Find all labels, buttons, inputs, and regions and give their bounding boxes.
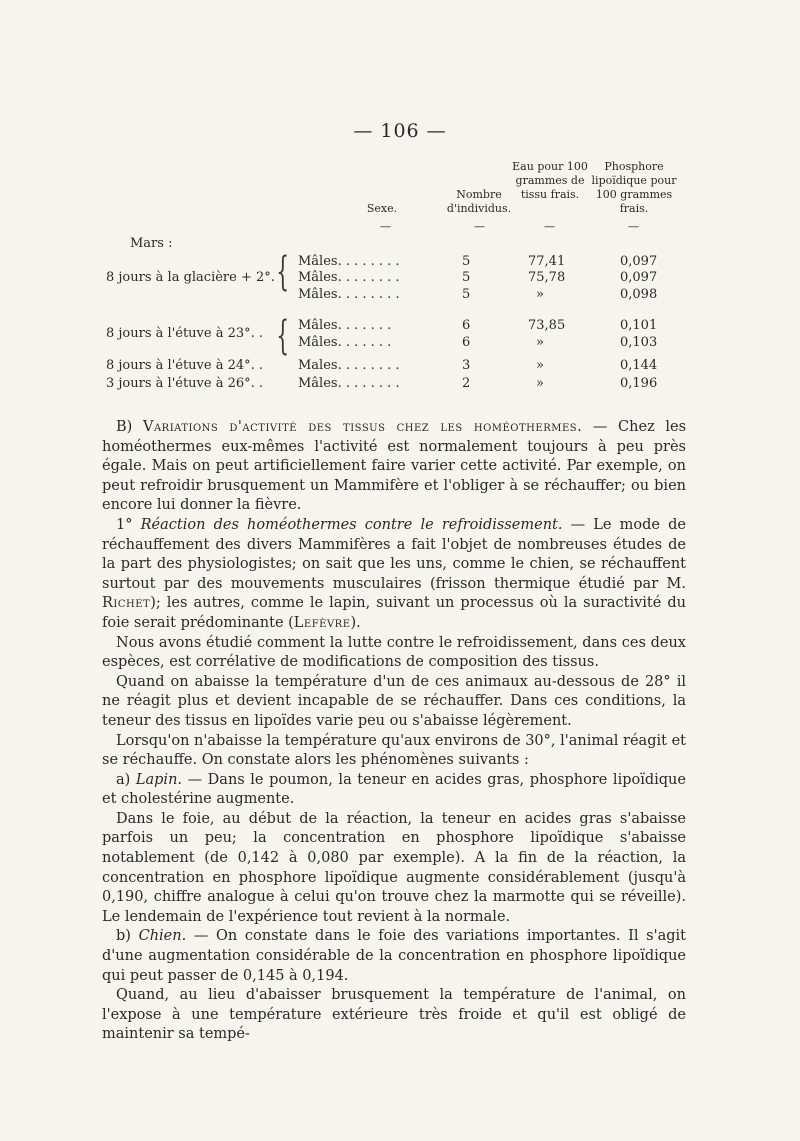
row-nombre: 5 [462, 270, 471, 285]
row-eau: » [536, 287, 544, 302]
paragraph: Lorsqu'on n'abaisse la température qu'aux environs de 30°, l'animal réagit et se réchauffe. On constate alors les phénomènes suivants : [102, 732, 686, 769]
row-nombre: 3 [462, 358, 471, 373]
row-sexe: Mâles. . . . . . . . [298, 287, 400, 302]
paragraph: Nous avons étudié comment la lutte contre le refroidissement, dans ces deux espèces, est corrélative de modifications de composition des tissus. [102, 634, 686, 671]
row-eau: » [536, 335, 544, 350]
section-b: B) Variations d'activité des tissus chez les homéothermes. — Chez les homéothermes eux-mêmes l'activité est normalement toujours à peu près égale. Mais on peut artificiellement faire varier cette activité. Par exemple, on peut refroidir brusquement un Mammifère et l'obliger à se réchauffer; ou bien encore lui donner la fièvre. [102, 419, 687, 514]
header-phosphore: Phosphore lipoïdique pour 100 grammes frais. [591, 160, 677, 215]
paragraph-lapin: a) Lapin. — Dans le poumon, la teneur en acides gras, phosphore lipoïdique et cholestérine augmente. [102, 771, 686, 808]
dash-sexe: — [380, 220, 391, 233]
paragraph: Quand, au lieu d'abaisser brusquement la température de l'animal, on l'expose à une température extérieure très froide et qu'il est obligé de maintenir sa tempé- [102, 987, 686, 1043]
row-condition: 8 jours à l'étuve à 24°. . [106, 358, 264, 373]
row-nombre: 2 [462, 376, 471, 391]
brace-1: { [276, 249, 290, 295]
paragraph-chien: b) Chien. — On constate dans le foie des variations importantes. Il s'agit d'une augmentation considérable de la concentration en phosphore lipoïdique qui peut passer de 0,145 à 0,194. [102, 928, 686, 984]
row-nombre: 6 [462, 318, 471, 333]
row-eau: 75,78 [528, 270, 566, 285]
row-sexe: Mâles. . . . . . . . [298, 270, 400, 285]
brace-2: { [276, 313, 290, 359]
row-phos: 0,098 [620, 287, 658, 302]
row-sexe: Males. . . . . . . . [298, 358, 400, 373]
row-sexe: Mâles. . . . . . . [298, 318, 392, 333]
row-sexe: Mâles. . . . . . . . [298, 376, 400, 391]
row-eau: 77,41 [528, 254, 566, 269]
row-phos: 0,097 [620, 254, 658, 269]
paragraph: Dans le foie, au début de la réaction, la teneur en acides gras s'abaisse parfois un peu; la concentration en phosphore lipoïdique s'abaisse notablement (de 0,142 à 0,080 par exemple). A la fin de la réaction, la concentration en phosphore lipoïdique augmente considérablement (jusqu'à 0,190, chiffre analogue à celui qu'on trouve chez la marmotte qui se réveille). Le lendemain de l'expérience tout revient à la normale. [102, 810, 686, 925]
page-number: — 106 — [353, 120, 447, 142]
header-eau: Eau pour 100 grammes de tissu frais. [512, 160, 588, 201]
row-condition: 3 jours à l'étuve à 26°. . [106, 376, 264, 391]
row-phos: 0,103 [620, 335, 658, 350]
section-1: 1° Réaction des homéothermes contre le refroidissement. — Le mode de réchauffement des divers Mammifères a fait l'objet de nombreuses études de la part des physiologistes; on sait que les uns, comme le chien, se réchauffent surtout par des mouvements musculaires (frisson thermique étudié par M. Richet); les autres, comme le lapin, suivant un processus où la suractivité du foie serait prédominante (Lefèvre). [102, 516, 686, 631]
row-sexe: Mâles. . . . . . . [298, 335, 392, 350]
row-sexe: Mâles. . . . . . . . [298, 254, 400, 269]
row-phos: 0,097 [620, 270, 658, 285]
body-text [102, 418, 686, 1045]
row-nombre: 5 [462, 287, 471, 302]
paragraph: Quand on abaisse la température d'un de ces animaux au-dessous de 28° il ne réagit plus et devient incapable de se réchauffer. Dans ces conditions, la teneur des tissus en lipoïdes varie peu ou s'abaisse légèrement. [102, 673, 686, 729]
row-nombre: 6 [462, 335, 471, 350]
section-1-title: Réaction des homéothermes contre le refroidissement. [140, 516, 563, 533]
header-nombre: Nombre d'individus. [446, 188, 512, 215]
dash-nombre: — [474, 220, 485, 233]
row-condition: 8 jours à l'étuve à 23°. . [106, 326, 264, 341]
row-eau: » [536, 358, 544, 373]
dash-phos: — [628, 220, 639, 233]
header-sexe: Sexe. [366, 202, 398, 215]
row-eau: 73,85 [528, 318, 566, 333]
section-b-title: Variations d'activité des tissus chez les homéothermes. [142, 419, 583, 435]
group-label: Mars : [130, 236, 173, 251]
row-phos: 0,144 [620, 358, 658, 373]
row-condition: 8 jours à la glacière + 2°. [106, 270, 275, 285]
row-nombre: 5 [462, 254, 471, 269]
dash-eau: — [544, 220, 555, 233]
row-phos: 0,196 [620, 376, 658, 391]
row-eau: » [536, 376, 544, 391]
row-phos: 0,101 [620, 318, 658, 333]
